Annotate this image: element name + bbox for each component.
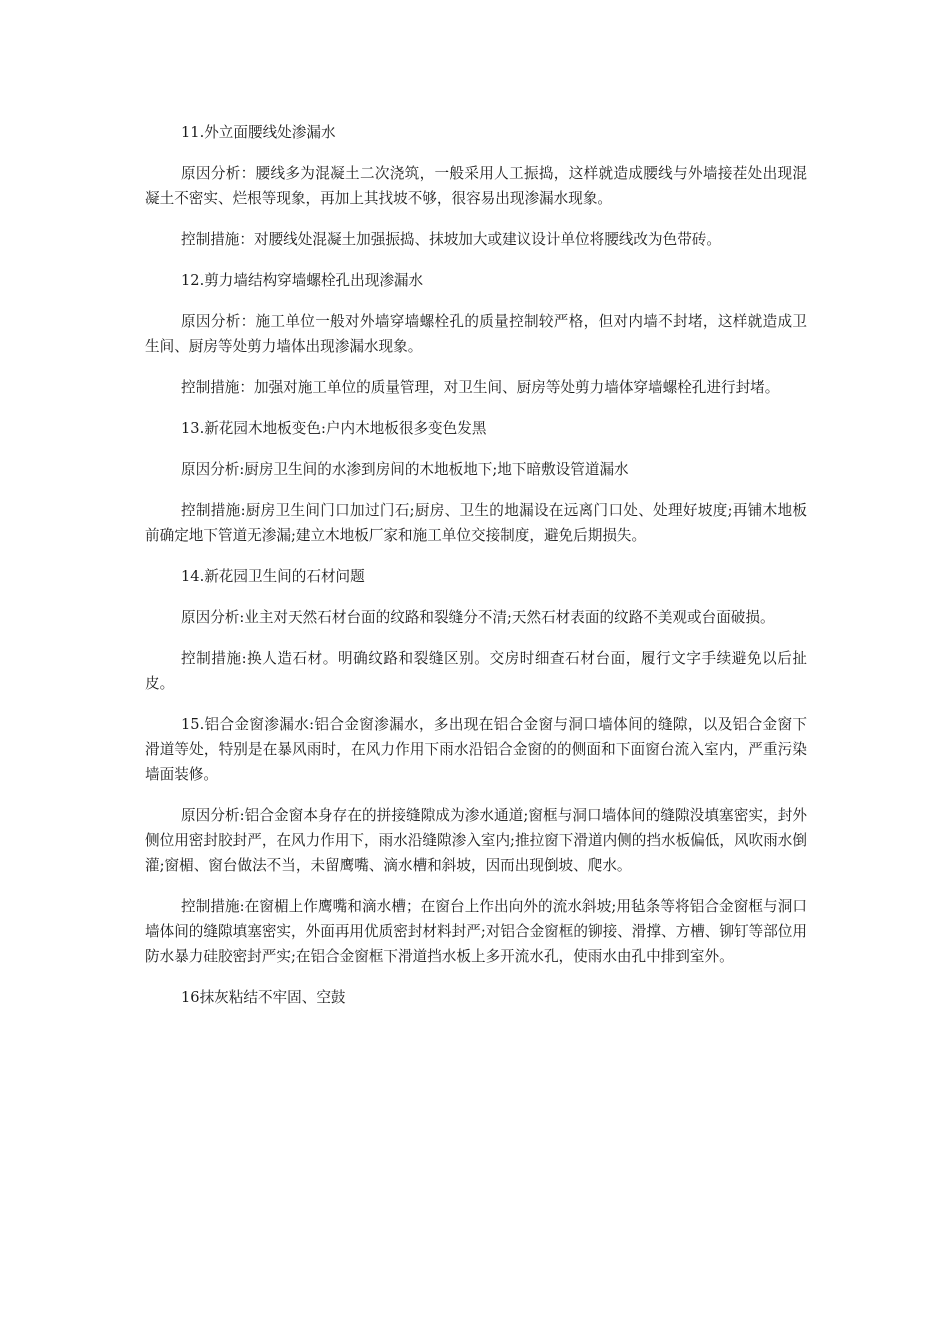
control-measure-11: 控制措施：对腰线处混凝土加强振捣、抹坡加大或建议设计单位将腰线改为色带砖。 [181, 231, 721, 248]
heading-14: 14.新花园卫生间的石材问题 [181, 568, 365, 585]
document-body [145, 120, 807, 1026]
control-measure-12: 控制措施：加强对施工单位的质量管理，对卫生间、厨房等处剪力墙体穿墙螺栓孔进行封堵。 [181, 379, 780, 396]
control-measure-13: 控制措施:厨房卫生间门口加过门石;厨房、卫生的地漏设在远离门口处、处理好坡度;再铺木地板前确定地下管道无渗漏;建立木地板厂家和施工单位交接制度，避免后期损失。 [145, 502, 807, 544]
cause-analysis-12: 原因分析：施工单位一般对外墙穿墙螺栓孔的质量控制较严格，但对内墙不封堵，这样就造成卫生间、厨房等处剪力墙体出现渗漏水现象。 [145, 313, 807, 355]
heading-13: 13.新花园木地板变色:户内木地板很多变色发黑 [181, 420, 487, 437]
cause-analysis-11: 原因分析：腰线多为混凝土二次浇筑，一般采用人工振捣，这样就造成腰线与外墙接茬处出现混凝土不密实、烂根等现象，再加上其找坡不够，很容易出现渗漏水现象。 [145, 165, 807, 207]
heading-15: 15.铝合金窗渗漏水:铝合金窗渗漏水，多出现在铝合金窗与洞口墙体间的缝隙，以及铝合金窗下滑道等处，特别是在暴风雨时，在风力作用下雨水沿铝合金窗的的侧面和下面窗台流入室内，严重污染墙面装修。 [145, 716, 807, 783]
cause-analysis-15: 原因分析:铝合金窗本身存在的拼接缝隙成为渗水通道;窗框与洞口墙体间的缝隙没填塞密实，封外侧位用密封胶封严，在风力作用下，雨水沿缝隙渗入室内;推拉窗下滑道内侧的挡水板偏低，风吹雨水倒灌;窗楣、窗台做法不当，未留鹰嘴、滴水槽和斜坡，因而出现倒坡、爬水。 [145, 807, 807, 874]
heading-11: 11.外立面腰线处渗漏水 [181, 124, 336, 141]
cause-analysis-13: 原因分析:厨房卫生间的水渗到房间的木地板地下;地下暗敷设管道漏水 [181, 461, 629, 478]
heading-16: 16抹灰粘结不牢固、空鼓 [181, 989, 346, 1006]
cause-analysis-14: 原因分析:业主对天然石材台面的纹路和裂缝分不清;天然石材表面的纹路不美观或台面破损。 [181, 609, 775, 626]
control-measure-14: 控制措施:换人造石材。明确纹路和裂缝区别。交房时细查石材台面，履行文字手续避免以后扯皮。 [145, 650, 807, 692]
control-measure-15: 控制措施:在窗楣上作鹰嘴和滴水槽；在窗台上作出向外的流水斜坡;用毡条等将铝合金窗框与洞口墙体间的缝隙填塞密实，外面再用优质密封材料封严;对铝合金窗框的铆接、滑撑、方槽、铆钉等部位用防水暴力硅胶密封严实;在铝合金窗框下滑道挡水板上多开流水孔，使雨水由孔中排到室外。 [145, 898, 807, 965]
heading-12: 12.剪力墙结构穿墙螺栓孔出现渗漏水 [181, 272, 424, 289]
